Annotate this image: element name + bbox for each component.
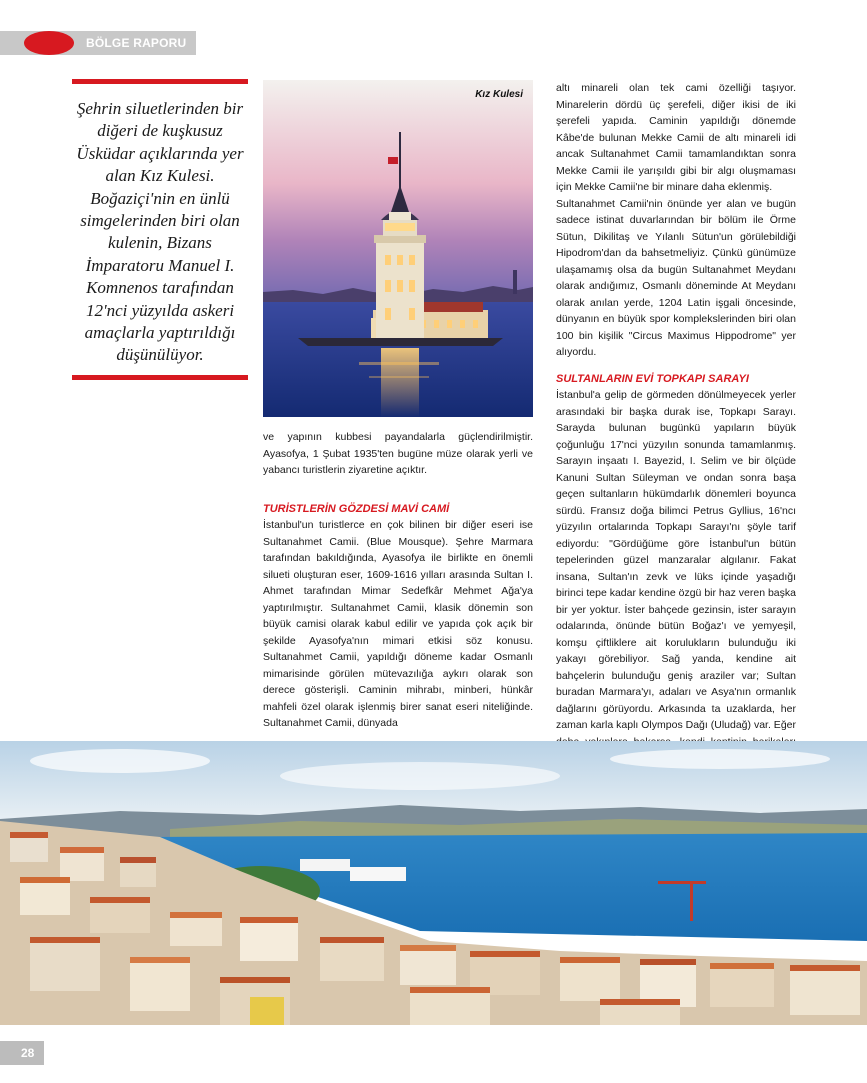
maidens-tower-illustration — [263, 80, 533, 417]
maidens-tower-photo — [263, 80, 533, 417]
page-number-tab — [0, 1041, 44, 1065]
column1-intro: ve yapının kubbesi payandalarla güçlendirilmiştir. Ayasofya, 1 Şubat 1935'ten bugüne müze olarak yerli ve yabancı turistlerin ziyaretine açıktır. — [263, 431, 533, 476]
page-number: 28 — [21, 1046, 35, 1060]
section-label: BÖLGE RAPORU — [86, 36, 187, 50]
section-heading-blue-mosque: TURİSTLERİN GÖZDESİ MAVİ CAMİ — [263, 502, 450, 515]
column2-paragraph-1: altı minareli olan tek cami özelliği taşıyor. Minarelerin dördü üç şerefeli, diğer ikisi de iki şerefeli yapıda. Caminin yapıldığı dönemde Kâbe'de bulunan Mekke Camii de altı minareli idi ancak Sultanahmet Camii tamamlandıktan sonra Mekke Camii ile yarışıldı gibi bir algı oluşmaması için Mekke Camii'ne bir minare daha eklenmiş. — [556, 82, 796, 193]
column2-paragraph-2: Sultanahmet Camii'nin önünde yer alan ve bugün sadece istinat duvarlarından bir bölüm ile Örme Sütun, Dikilitaş ve Yılanlı Sütun'un görülebildiği Hipodrom'dan da bahsetmeliyiz. Çünkü günümüze ulaşamamış olsa da bugün Sultanahmet Meydanı olarak andığımız, Osmanlı döneminde At Meydanı olarak anılan yerde, 1204 Latin işgali öncesinde, dünyanın en büyük spor komplekslerinden biri olan 100 bin kişilik "Circus Maximus Hippodrome" yer alıyordu. — [556, 197, 796, 358]
section-heading-topkapi: SULTANLARIN EVİ TOPKAPI SARAYI — [556, 372, 749, 385]
article-column-2 — [556, 80, 796, 767]
istanbul-panorama-photo — [0, 741, 867, 1025]
photo-caption: Kız Kulesi — [475, 89, 523, 100]
pull-quote — [72, 79, 248, 380]
red-dot-icon — [24, 31, 74, 55]
column2-paragraph-3: İstanbul'a gelip de görmeden dönülmeyecek yerler arasındaki bir başka durak ise, Topkapı Sarayı. Sarayda bulunan bugünkü yapıların büyük çoğunluğu 17'nci yüzyılın sonunda tamamlanmış. Sarayın inşaatı I. Bayezid, I. Selim ve bir ölçüde Kanuni Sultan Süleyman ve ondan sonra başa geçen sultanların hükümdarlık dönemleri boyunca sürdü. Fransız doğa bilimci Petrus Gyllius, 16'ncı yüzyılın ortalarında Topkapı Sarayı'nı şöyle tarif ediyordu: "Gördüğüme göre İstanbul'un bütün tepelerinden güzel manzaralar algılanır. Fakat insana, Sultan'ın zevk ve lüks içinde yaşadığı birinci tepe kadar kendine özgü bir haz veren başka bir yer yoktur. İster bahçede gezinsin, ister sarayın odalarında, önünde bütün Boğaz'ı ve yemyeşil, komşu çiftliklere ait korulukların bulunduğu iki yakayı görebiliyor. Sağ yanda, kendine ait bahçelerin bulunduğu geniş araziler var; Sultan buradan Marmara'yı, adaları ve Asya'nın ormanlık dağlarını görüyordu. Arkasında ta uzaklarda, her zaman karla kaplı Olympos Dağı (Uludağ) var. Eğer — [556, 389, 796, 731]
section-tag — [0, 31, 196, 55]
istanbul-panorama-illustration — [0, 741, 867, 1025]
column1-body: İstanbul'un turistlerce en çok bilinen bir diğer eseri ise Sultanahmet Camii. (Blue Mousque). Şehre Marmara tarafından bakıldığında, Ayasofya ile birlikte en önemli silueti oluşturan eser, 1609-1616 yılları arasında Sultan I. Ahmet tarafından Mimar Sedefkâr Mehmet Ağa'ya yaptırılmıştır. Sultanahmet Camii, klasik dönemin son büyük camisi olarak kabul edilir ve yapıda çok açık bir şekilde Ayasofya'nın mimari etkisi söz konusu. Sultanahmet Camii, yapıldığı döneme kadar Osmanlı mimarisinde görülen mütevazılığa aykırı olarak son derece gösterişli. Caminin mihrabı, minberi, hünkâr mahfeli özel olarak işlenmiş birer sanat eseri niteliğinde. Sultanahmet Camii, dünyada — [263, 519, 533, 729]
pull-quote-bottom-rule — [72, 375, 248, 380]
article-column-1 — [263, 429, 533, 732]
pull-quote-text: Şehrin siluetlerinden bir diğeri de kuşkusuz Üsküdar açıklarında yer alan Kız Kulesi. Boğaziçi'nin en ünlü simgelerinden biri olan kulenin, Bizans İmparatoru Manuel I. Komnenos tarafından 12'nci yüzyılda askeri amaçlarla yaptırıldığı düşünülüyor. — [76, 99, 244, 365]
